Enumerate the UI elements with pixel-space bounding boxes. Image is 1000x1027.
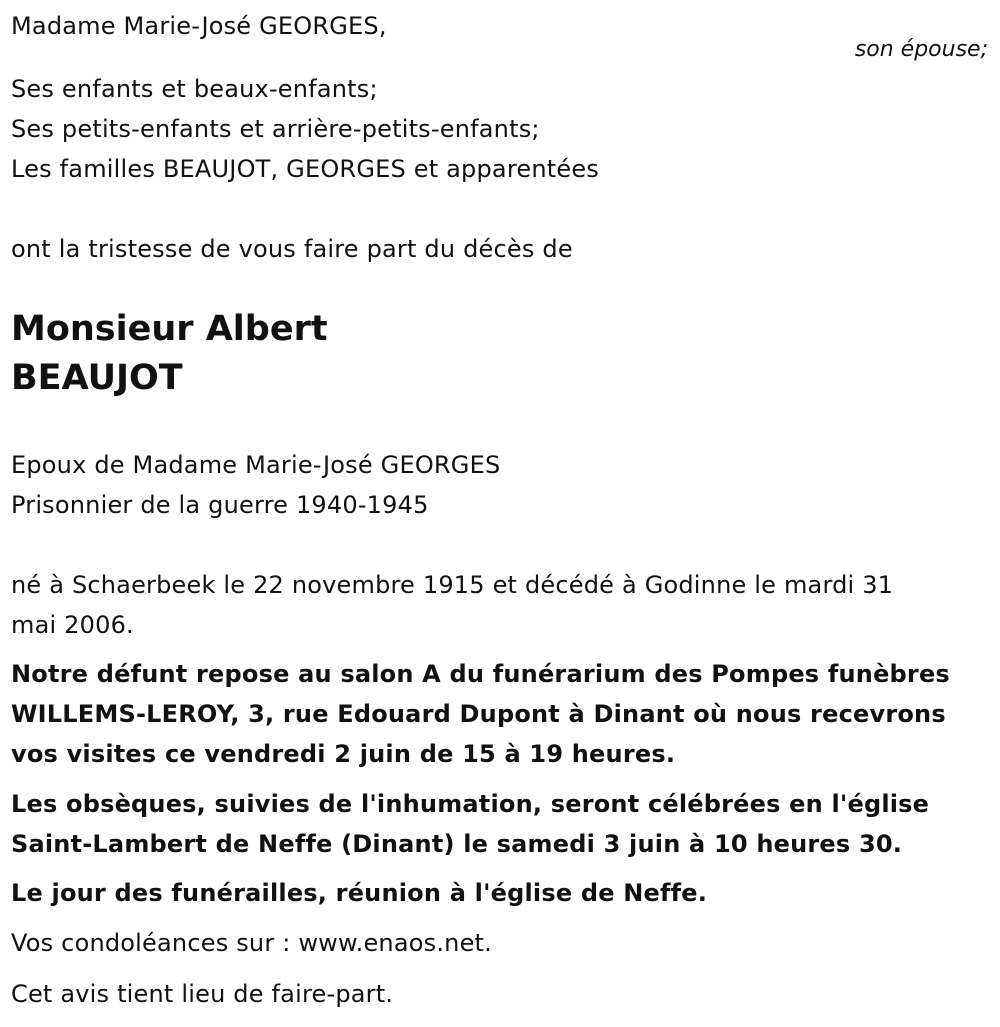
- announcement-text: ont la tristesse de vous faire part du décès de: [11, 235, 573, 263]
- funeral-line-1: Les obsèques, suivies de l'inhumation, seront célébrées en l'église: [11, 790, 930, 818]
- family-line-children: Ses enfants et beaux-enfants;: [11, 75, 378, 103]
- family-line-grandchildren: Ses petits-enfants et arrière-petits-enfants;: [11, 115, 540, 143]
- title-prisoner-of-war: Prisonnier de la guerre 1940-1945: [11, 491, 429, 519]
- visitation-line-2: WILLEMS-LEROY, 3, rue Edouard Dupont à Dinant où nous recevrons: [11, 700, 946, 728]
- closing-line: Cet avis tient lieu de faire-part.: [11, 980, 394, 1008]
- deceased-surname: BEAUJOT: [11, 358, 183, 398]
- meeting-line: Le jour des funérailles, réunion à l'église de Neffe.: [11, 879, 708, 907]
- deceased-name-first: Monsieur Albert: [11, 309, 328, 349]
- spouse-line: Madame Marie-José GEORGES,: [11, 12, 387, 40]
- birth-death-line-1: né à Schaerbeek le 22 novembre 1915 et décédé à Godinne le mardi 31: [11, 571, 894, 599]
- condolences-line: Vos condoléances sur : www.enaos.net.: [11, 929, 492, 957]
- title-spouse-of: Epoux de Madame Marie-José GEORGES: [11, 451, 501, 479]
- family-line-relatives: Les familles BEAUJOT, GEORGES et apparentées: [11, 155, 599, 183]
- visitation-line-1: Notre défunt repose au salon A du funérarium des Pompes funèbres: [11, 660, 950, 688]
- birth-death-line-2: mai 2006.: [11, 611, 134, 639]
- visitation-line-3: vos visites ce vendredi 2 juin de 15 à 19 heures.: [11, 740, 676, 768]
- funeral-line-2: Saint-Lambert de Neffe (Dinant) le samedi 3 juin à 10 heures 30.: [11, 830, 903, 858]
- spouse-role: son épouse;: [854, 37, 988, 62]
